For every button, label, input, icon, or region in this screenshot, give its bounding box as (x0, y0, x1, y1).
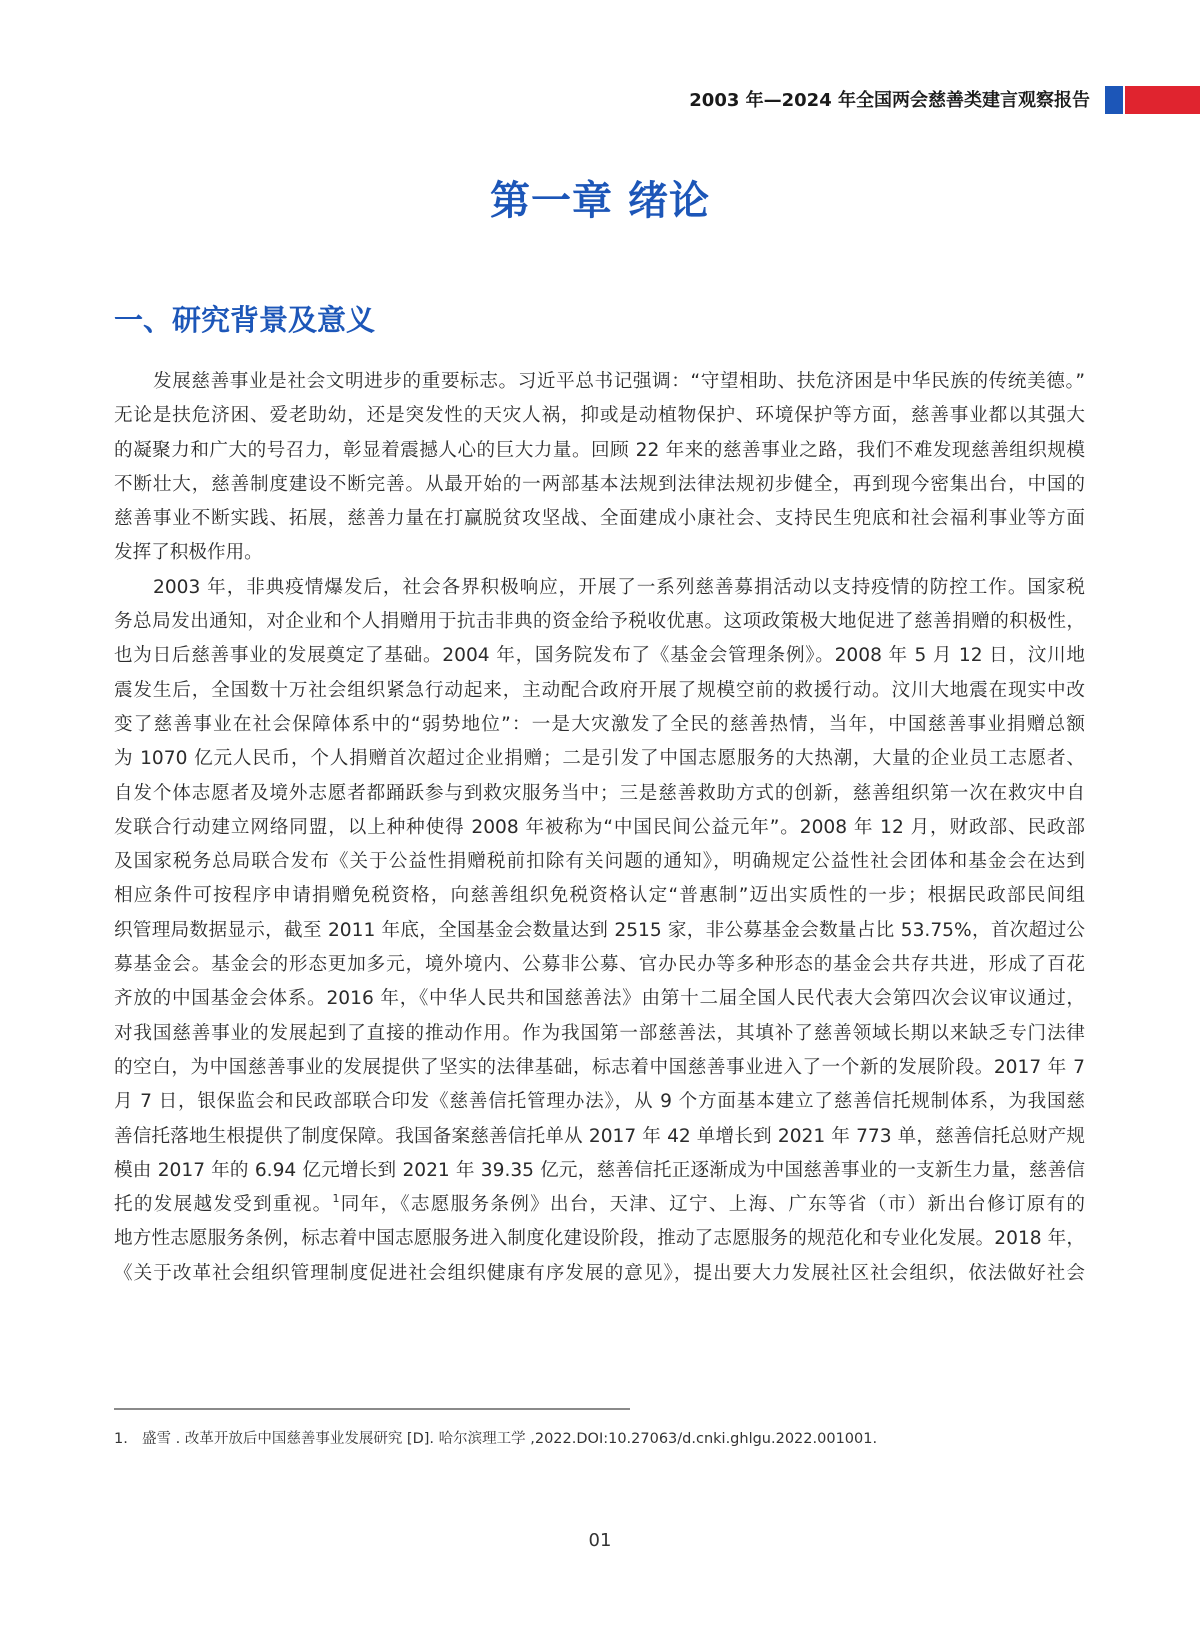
text-line: 齐放的中国基金会体系。2016 年，《中华人民共和国慈善法》由第十二届全国人民代表大会第四次会议审议通过， (114, 988, 1085, 1010)
section-heading: 一、研究背景及意义 (114, 303, 376, 337)
text-line: 自发个体志愿者及境外志愿者都踊跃参与到救灾服务当中；三是慈善救助方式的创新，慈善组织第一次在救灾中自 (114, 782, 1085, 804)
footnote-reference[interactable]: 1 (332, 1192, 340, 1206)
text-line: 对我国慈善事业的发展起到了直接的推动作用。作为我国第一部慈善法，其填补了慈善领域长期以来缺乏专门法律 (114, 1022, 1085, 1044)
text-line: 及国家税务总局联合发布《关于公益性捐赠税前扣除有关问题的通知》，明确规定公益性社会团体和基金会在达到 (114, 851, 1085, 873)
text-line: 地方性志愿服务条例，标志着中国志愿服务进入制度化建设阶段，推动了志愿服务的规范化和专业化发展。2018 年， (114, 1228, 1085, 1250)
text-line: 发联合行动建立网络同盟，以上种种使得 2008 年被称为“中国民间公益元年”。2008 年 12 月，财政部、民政部 (114, 816, 1085, 838)
text-line: 发展慈善事业是社会文明进步的重要标志。习近平总书记强调：“守望相助、扶危济困是中华民族的传统美德。” (153, 371, 1085, 392)
line-text: 同年，《志愿服务条例》出台，天津、辽宁、上海、广东等省（市）新出台修订原有的 (339, 1194, 1085, 1216)
text-line: 变了慈善事业在社会保障体系中的“弱势地位”：一是大灾激发了全民的慈善热情，当年，中国慈善事业捐赠总额 (114, 713, 1085, 735)
text-line: 募基金会。基金会的形态更加多元，境外境内、公募非公募、官办民办等多种形态的基金会共存共进，形成了百花 (114, 954, 1085, 976)
text-line: 月 7 日，银保监会和民政部联合印发《慈善信托管理办法》，从 9 个方面基本建立了慈善信托规制体系，为我国慈 (114, 1091, 1085, 1113)
text-line (114, 1188, 1085, 1222)
footnote (114, 1428, 877, 1450)
header-blue-bar (1105, 86, 1123, 114)
text-line: 的空白，为中国慈善事业的发展提供了坚实的法律基础，标志着中国慈善事业进入了一个新的发展阶段。2017 年 7 (114, 1056, 1085, 1078)
text-line: 相应条件可按程序申请捐赠免税资格，向慈善组织免税资格认定“普惠制”迈出实质性的一步；根据民政部民间组 (114, 885, 1085, 907)
footnote-number: 1. (114, 1431, 128, 1447)
text-line: 织管理局数据显示，截至 2011 年底，全国基金会数量达到 2515 家，非公募基金会数量占比 53.75%，首次超过公 (114, 919, 1085, 941)
text-line: 《关于改革社会组织管理制度促进社会组织健康有序发展的意见》，提出要大力发展社区社会组织，依法做好社会 (114, 1262, 1085, 1284)
text-line: 不断壮大，慈善制度建设不断完善。从最开始的一两部基本法规到法律法规初步健全，再到现今密集出台，中国的 (114, 473, 1085, 495)
header-red-bar (1125, 86, 1200, 114)
text-line: 为 1070 亿元人民币，个人捐赠首次超过企业捐赠；二是引发了中国志愿服务的大热潮，大量的企业员工志愿者、 (114, 748, 1085, 770)
text-line: 震发生后，全国数十万社会组织紧急行动起来，主动配合政府开展了规模空前的救援行动。汶川大地震在现实中改 (114, 679, 1085, 701)
footnote-divider (114, 1408, 630, 1410)
body-text (114, 365, 1085, 1291)
page-number: 01 (588, 1530, 612, 1551)
footnote-text: 盛雪 . 改革开放后中国慈善事业发展研究 [D]. 哈尔滨理工学 ,2022.DOI:10.27063/d.cnki.ghlgu.2022.001001. (142, 1431, 878, 1447)
text-line: 也为日后慈善事业的发展奠定了基础。2004 年，国务院发布了《基金会管理条例》。2008 年 5 月 12 日，汶川地 (114, 645, 1085, 667)
text-line: 的凝聚力和广大的号召力，彰显着震撼人心的巨大力量。回顾 22 年来的慈善事业之路，我们不难发现慈善组织规模 (114, 439, 1085, 461)
line-text: 托的发展越发受到重视。 (114, 1194, 333, 1216)
text-line: 无论是扶危济困、爱老助幼，还是突发性的天灾人祸，抑或是动植物保护、环境保护等方面，慈善事业都以其强大 (114, 405, 1085, 427)
text-line: 发挥了积极作用。 (114, 542, 263, 564)
chapter-title: 第一章 绪论 (490, 178, 710, 224)
text-line: 务总局发出通知，对企业和个人捐赠用于抗击非典的资金给予税收优惠。这项政策极大地促进了慈善捐赠的积极性， (114, 611, 1085, 633)
text-line: 慈善事业不断实践、拓展，慈善力量在打赢脱贫攻坚战、全面建成小康社会、支持民生兜底和社会福利事业等方面 (114, 508, 1085, 530)
paragraph (114, 571, 1085, 1291)
text-line: 善信托落地生根提供了制度保障。我国备案慈善信托单从 2017 年 42 单增长到 2021 年 773 单，慈善信托总财产规 (114, 1125, 1085, 1147)
text-line: 模由 2017 年的 6.94 亿元增长到 2021 年 39.35 亿元，慈善信托正逐渐成为中国慈善事业的一支新生力量，慈善信 (114, 1159, 1085, 1181)
paragraph (114, 365, 1085, 571)
report-title: 2003 年—2024 年全国两会慈善类建言观察报告 (689, 90, 1090, 111)
text-line: 2003 年，非典疫情爆发后，社会各界积极响应，开展了一系列慈善募捐活动以支持疫情的防控工作。国家税 (153, 576, 1085, 598)
